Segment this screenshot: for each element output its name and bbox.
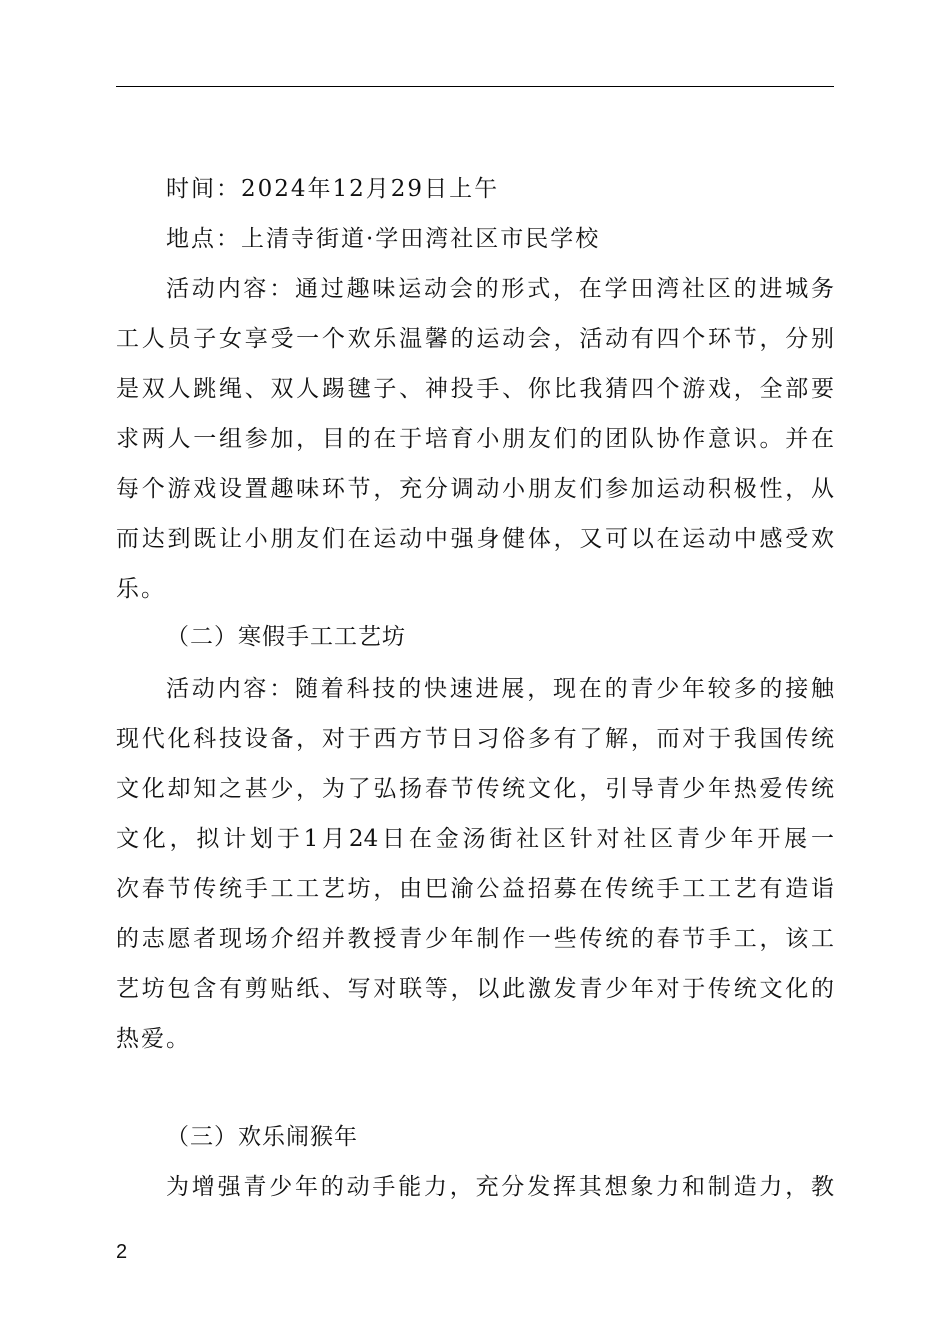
paragraph-line: 艺坊包含有剪贴纸、写对联等，以此激发青少年对于传统文化的	[116, 976, 834, 1002]
paragraph-line: 次春节传统手工工艺坊，由巴渝公益招募在传统手工工艺有造诣	[116, 876, 834, 902]
paragraph-line: 每个游戏设置趣味环节，充分调动小朋友们参加运动积极性，从	[116, 476, 834, 502]
paragraph-line: 是双人跳绳、双人踢毽子、神投手、你比我猜四个游戏，全部要	[116, 376, 834, 402]
event-location: 地点：上清寺街道·学田湾社区市民学校	[166, 226, 601, 252]
paragraph-line: 工人员子女享受一个欢乐温馨的运动会，活动有四个环节，分别	[116, 326, 834, 352]
header-rule	[116, 86, 834, 87]
section-heading: （三）欢乐闹猴年	[166, 1124, 358, 1150]
paragraph-line: 为增强青少年的动手能力，充分发挥其想象力和制造力，教	[166, 1174, 834, 1200]
paragraph-line: 活动内容：随着科技的快速进展，现在的青少年较多的接触	[166, 676, 834, 702]
paragraph-line: 活动内容：通过趣味运动会的形式，在学田湾社区的进城务	[166, 276, 834, 302]
paragraph-line: 的志愿者现场介绍并教授青少年制作一些传统的春节手工，该工	[116, 926, 834, 952]
section-heading: （二）寒假手工工艺坊	[166, 624, 406, 650]
paragraph-line: 乐。	[116, 576, 166, 602]
paragraph-line: 热爱。	[116, 1026, 191, 1052]
event-time: 时间：2024年12月29日上午	[166, 176, 500, 202]
paragraph-line: 文化，拟计划于1月24日在金汤街社区针对社区青少年开展一	[116, 826, 834, 852]
paragraph-line: 文化却知之甚少，为了弘扬春节传统文化，引导青少年热爱传统	[116, 776, 834, 802]
paragraph-line: 求两人一组参加，目的在于培育小朋友们的团队协作意识。并在	[116, 426, 834, 452]
paragraph-line: 现代化科技设备，对于西方节日习俗多有了解，而对于我国传统	[116, 726, 834, 752]
page-number: 2	[116, 1241, 128, 1263]
paragraph-line: 而达到既让小朋友们在运动中强身健体，又可以在运动中感受欢	[116, 526, 834, 552]
